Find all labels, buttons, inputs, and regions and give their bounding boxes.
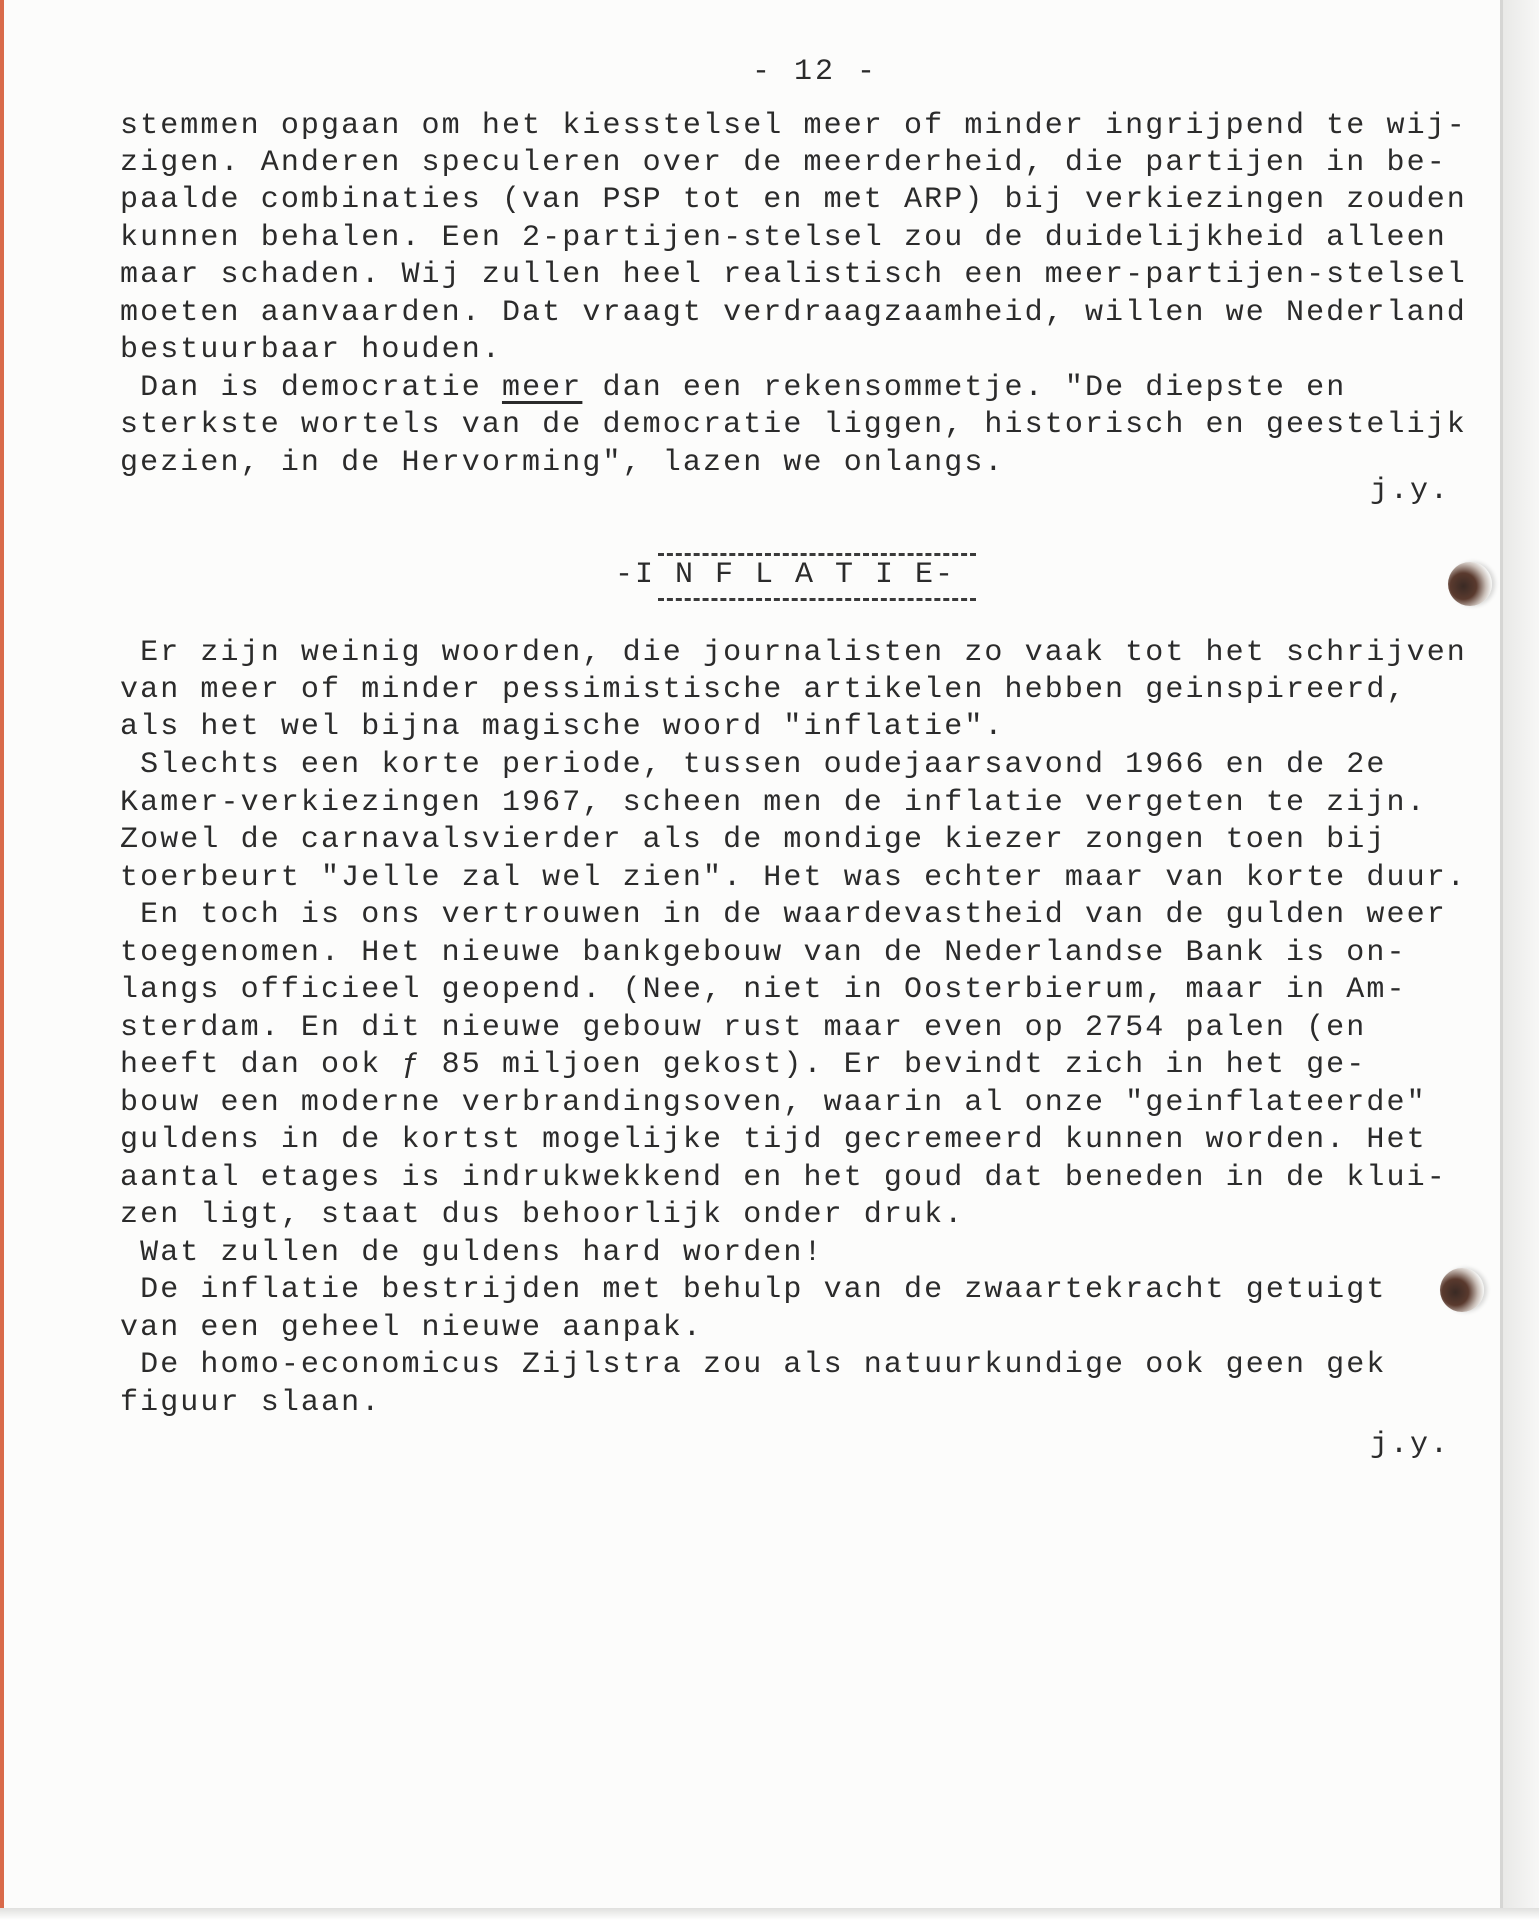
article2-line: Er zijn weinig woorden, die journalisten zo vaak tot het schrijven — [120, 636, 1467, 670]
article1-signature: j.y. — [1370, 474, 1451, 508]
article2-line: Zowel de carnavalsvierder als de mondige kiezer zongen toen bij — [120, 823, 1387, 857]
article2-line: Slechts een korte periode, tussen oudejaarsavond 1966 en de 2e — [120, 748, 1387, 782]
title-dashes-bottom — [658, 598, 976, 601]
article1-line: paalde combinaties (van PSP tot en met ARP) bij verkiezingen zouden — [120, 183, 1467, 217]
article2-line: guldens in de kortst mogelijke tijd gecremeerd kunnen worden. Het — [120, 1123, 1427, 1157]
article2-line: De homo-economicus Zijlstra zou als natuurkundige ook geen gek — [120, 1348, 1387, 1382]
article2-line: toegenomen. Het nieuwe bankgebouw van de Nederlandse Bank is on- — [120, 936, 1407, 970]
article2-line: van een geheel nieuwe aanpak. — [120, 1311, 703, 1345]
article1-line: kunnen behalen. Een 2-partijen-stelsel zou de duidelijkheid alleen — [120, 221, 1447, 255]
article2-line: sterdam. En dit nieuwe gebouw rust maar even op 2754 palen (en — [120, 1011, 1367, 1045]
article2-line: langs officieel geopend. (Nee, niet in Oosterbierum, maar in Am- — [120, 973, 1407, 1007]
article1-line: bestuurbaar houden. — [120, 333, 502, 367]
article2-line: aantal etages is indrukwekkend en het goud dat beneden in de klui- — [120, 1161, 1447, 1195]
binder-hole-icon — [1448, 562, 1492, 606]
article2-signature: j.y. — [1370, 1428, 1451, 1462]
underlined-word: meer — [501, 371, 583, 405]
article2-line: van meer of minder pessimistische artikelen hebben geinspireerd, — [120, 673, 1407, 707]
article1-line: gezien, in de Hervorming", lazen we onlangs. — [120, 446, 1005, 480]
article1-line: zigen. Anderen speculeren over de meerderheid, die partijen in be- — [120, 146, 1447, 180]
article2-line: Kamer-verkiezingen 1967, scheen men de inflatie vergeten te zijn. — [120, 786, 1427, 820]
page-edge-right — [1503, 0, 1539, 1920]
article2-line: heeft dan ook ƒ 85 miljoen gekost). Er bevindt zich in het ge- — [120, 1048, 1367, 1082]
title-dashes-top — [658, 553, 976, 556]
article2-line: En toch is ons vertrouwen in de waardevastheid van de gulden weer — [120, 898, 1447, 932]
article2-line: als het wel bijna magische woord "inflatie". — [120, 710, 1005, 744]
article2-title: -I N F L A T I E- — [615, 558, 956, 592]
article2-line: figuur slaan. — [120, 1386, 382, 1420]
article1-line: moeten aanvaarden. Dat vraagt verdraagzaamheid, willen we Nederland — [120, 296, 1467, 330]
article1-line: maar schaden. Wij zullen heel realistisch een meer-partijen-stelsel — [120, 258, 1467, 292]
article1-line-underline: Dan is democratie meer dan een rekensommetje. "De diepste en — [120, 371, 1347, 405]
article1-line: stemmen opgaan om het kiesstelsel meer of minder ingrijpend te wij- — [120, 109, 1467, 143]
article2-line: De inflatie bestrijden met behulp van de zwaartekracht getuigt — [120, 1273, 1387, 1307]
article2-line: toerbeurt "Jelle zal wel zien". Het was echter maar van korte duur. — [120, 861, 1467, 895]
page-edge-bottom — [0, 1908, 1539, 1920]
article2-line: zen ligt, staat dus behoorlijk onder druk. — [120, 1198, 965, 1232]
article1-line: sterkste wortels van de democratie liggen, historisch en geestelijk — [120, 408, 1467, 442]
page-edge-left — [0, 0, 4, 1920]
article2-line: bouw een moderne verbrandingsoven, waarin al onze "geinflateerde" — [120, 1086, 1427, 1120]
page-number: - 12 - — [752, 55, 879, 89]
article2-line: Wat zullen de guldens hard worden! — [120, 1236, 824, 1270]
binder-hole-icon — [1440, 1268, 1484, 1312]
